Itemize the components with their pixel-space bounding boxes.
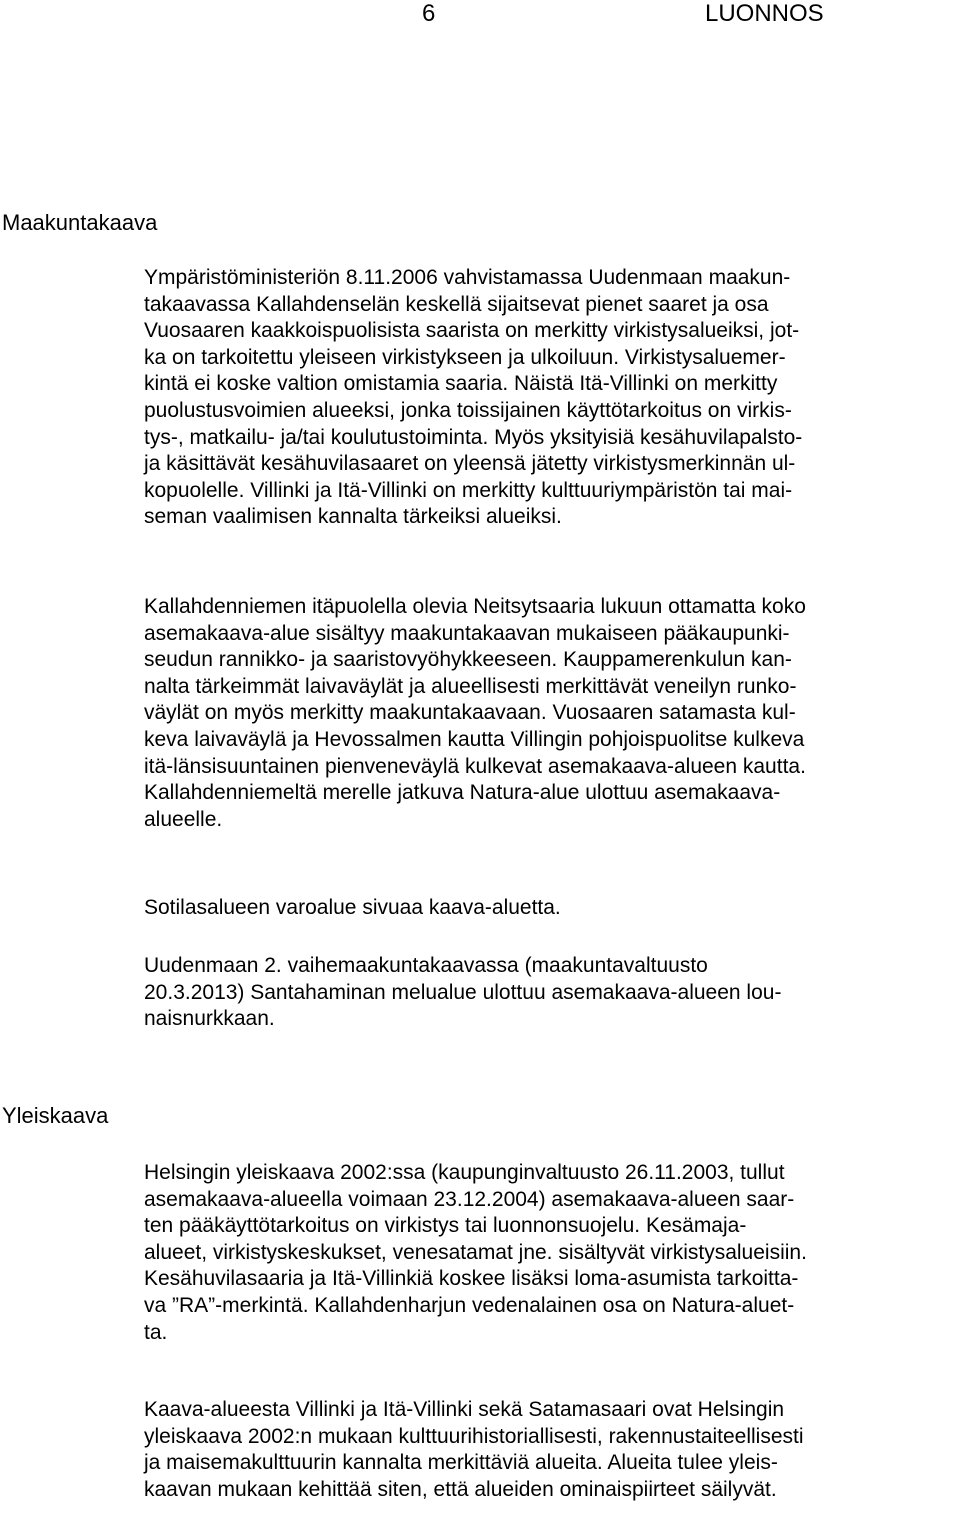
text-line: seudun rannikko- ja saaristovyöhykkeeseen. Kauppamerenkulun kan- <box>144 648 792 672</box>
text-line: Uudenmaan 2. vaihemaakuntakaavassa (maakuntavaltuusto <box>144 954 708 977</box>
text-line: väylät on myös merkitty maakuntakaavaan. Vuosaaren satamasta kul- <box>144 701 796 725</box>
text-line: alueet, virkistyskeskukset, venesatamat jne. sisältyvät virkistysalueisiin. <box>144 1240 807 1264</box>
text-line: va ”RA”-merkintä. Kallahdenharjun vedenalainen osa on Natura-aluet- <box>144 1293 795 1317</box>
text-line: ka on tarkoitettu yleiseen virkistykseen ja ulkoiluun. Virkistysaluemer- <box>144 345 786 369</box>
text-line: ja käsittävät kesähuvilasaaret on yleensä jätetty virkistysmerkinnän ul- <box>144 452 796 476</box>
text-line: naisnurkkaan. <box>144 1007 275 1031</box>
paragraph-yleiskaava-2 <box>144 1397 956 1503</box>
text-line: Sotilasalueen varoalue sivuaa kaava-aluetta. <box>144 896 561 919</box>
section-heading-yleiskaava: Yleiskaava <box>2 1103 109 1128</box>
text-line: yleiskaava 2002:n mukaan kulttuurihistoriallisesti, rakennustaiteellisesti <box>144 1424 804 1448</box>
text-line: puolustusvoimien alueeksi, jonka toissijainen käyttötarkoitus on virkis- <box>144 398 792 422</box>
text-line: kopuolelle. Villinki ja Itä-Villinki on merkitty kulttuuriympäristön tai mai- <box>144 478 793 502</box>
text-line: ja maisemakulttuurin kannalta merkittäviä alueita. Alueita tulee yleis- <box>144 1451 778 1475</box>
text-line: asemakaava-alue sisältyy maakuntakaavan mukaiseen pääkaupunki- <box>144 621 790 645</box>
document-status-title: LUONNOS <box>705 0 824 27</box>
text-line: Kaava-alueesta Villinki ja Itä-Villinki sekä Satamasaari ovat Helsingin <box>144 1398 785 1421</box>
page-number: 6 <box>422 0 436 27</box>
text-line: 20.3.2013) Santahaminan melualue ulottuu asemakaava-alueen lou- <box>144 980 782 1004</box>
text-line: Ympäristöministeriön 8.11.2006 vahvistamassa Uudenmaan maakun- <box>144 266 791 289</box>
text-line: Kallahdenniemen itäpuolella olevia Neitsytsaaria lukuun ottamatta koko <box>144 595 806 618</box>
text-line: asemakaava-alueella voimaan 23.12.2004) asemakaava-alueen saar- <box>144 1187 795 1211</box>
text-line: kintä ei koske valtion omistamia saaria. Näistä Itä-Villinki on merkitty <box>144 372 778 396</box>
paragraph-maakuntakaava-2 <box>144 594 956 833</box>
paragraph-yleiskaava-1 <box>144 1160 956 1346</box>
text-line: Helsingin yleiskaava 2002:ssa (kaupunginvaltuusto 26.11.2003, tullut <box>144 1161 785 1184</box>
paragraph-maakuntakaava-1 <box>144 265 956 531</box>
text-line: keva laivaväylä ja Hevossalmen kautta Villingin pohjoispuolitse kulkeva <box>144 727 805 751</box>
paragraph-maakuntakaava-4 <box>144 953 956 1033</box>
text-line: Vuosaaren kaakkoispuolisista saarista on merkitty virkistysalueiksi, jot- <box>144 319 800 343</box>
text-line: Kesähuvilasaaria ja Itä-Villinkiä koskee lisäksi loma-asumista tarkoitta- <box>144 1267 799 1291</box>
text-line: seman vaalimisen kannalta tärkeiksi alueiksi. <box>144 505 562 529</box>
text-line: Kallahdenniemeltä merelle jatkuva Natura-alue ulottuu asemakaava- <box>144 781 781 805</box>
text-line: kaavan mukaan kehittää siten, että alueiden ominaispiirteet säilyvät. <box>144 1477 777 1501</box>
text-line: tys-, matkailu- ja/tai koulutustoiminta. Myös yksityisiä kesähuvilapalsto- <box>144 425 803 449</box>
text-line: takaavassa Kallahdenselän keskellä sijaitsevat pienet saaret ja osa <box>144 292 769 316</box>
text-line: itä-länsisuuntainen pienveneväylä kulkevat asemakaava-alueen kautta. <box>144 754 806 778</box>
paragraph-maakuntakaava-3 <box>144 895 956 922</box>
text-line: ta. <box>144 1320 168 1344</box>
text-line: ten pääkäyttötarkoitus on virkistys tai luonnonsuojelu. Kesämaja- <box>144 1214 747 1238</box>
text-line: alueelle. <box>144 807 223 831</box>
section-heading-maakuntakaava: Maakuntakaava <box>2 210 158 235</box>
text-line: nalta tärkeimmät laivaväylät ja alueellisesti merkittävät veneilyn runko- <box>144 674 797 698</box>
